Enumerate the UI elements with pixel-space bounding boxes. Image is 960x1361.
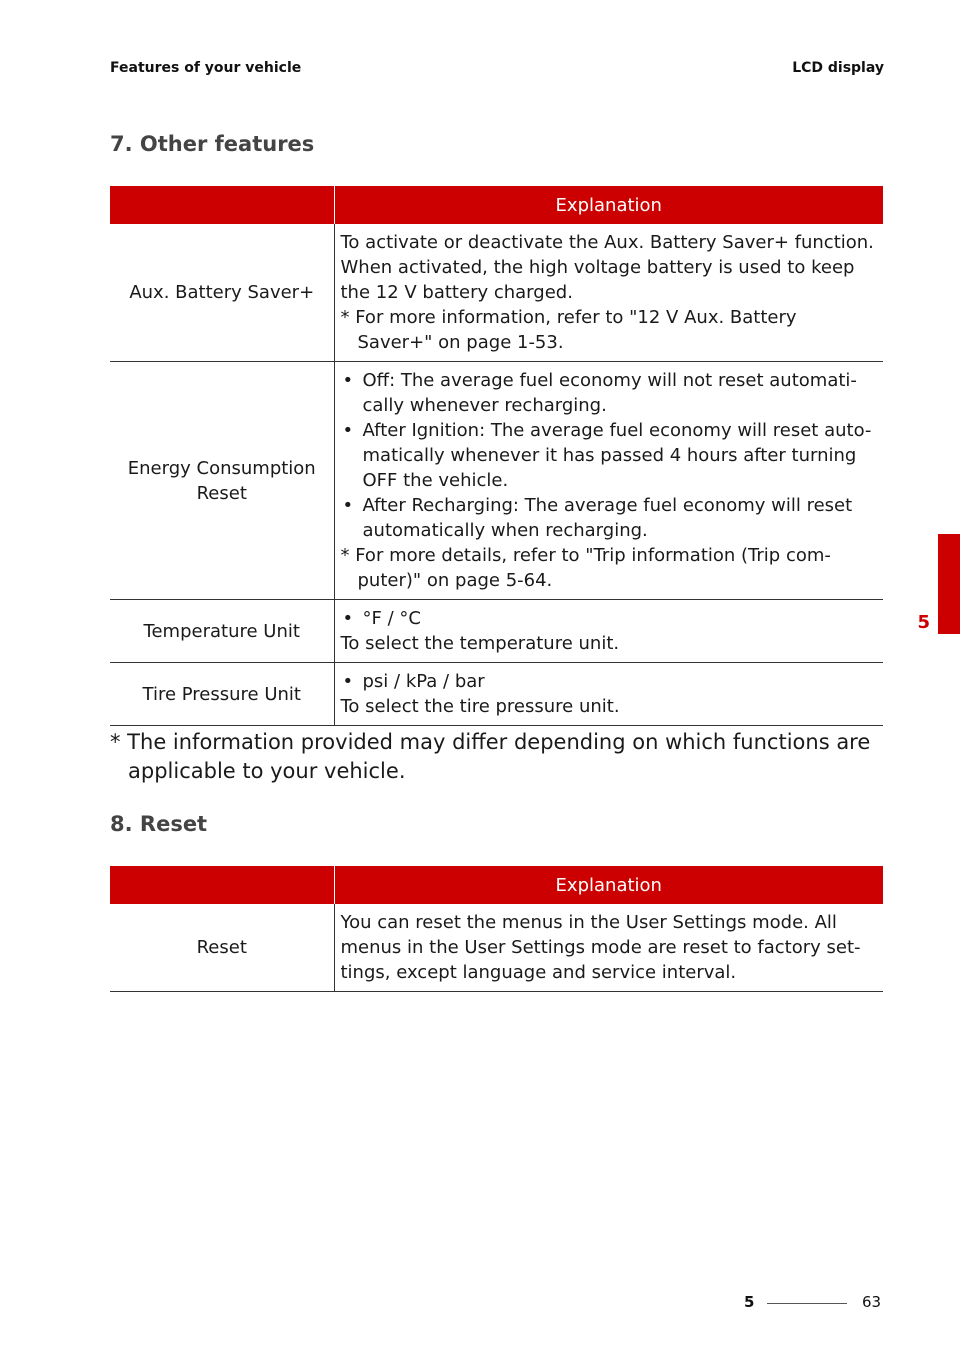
explanation-line: To select the tire pressure unit.: [340, 696, 620, 717]
row-name: Reset: [110, 904, 334, 992]
row-name: Temperature Unit: [110, 600, 334, 663]
explanation-line: When activated, the high voltage battery is used to keep the 12 V battery charged.: [340, 257, 855, 303]
bullet-item: • Off: The average fuel economy will not reset automati-cally whenever recharging.: [342, 370, 857, 416]
row-name: Tire Pressure Unit: [110, 663, 334, 726]
bullet-dot-icon: •: [342, 420, 354, 441]
row-name: Energy Consumption Reset: [110, 362, 334, 600]
chapter-side-tab-number: 5: [917, 612, 930, 633]
footer-page-number: 63: [862, 1293, 882, 1311]
row-explanation: [334, 224, 883, 362]
table-header-row: [110, 866, 883, 904]
section-heading-other-features: 7. Other features: [110, 132, 315, 156]
running-header: [110, 60, 884, 76]
section-heading-reset: 8. Reset: [110, 812, 208, 836]
row-explanation: You can reset the menus in the User Settings mode. All menus in the User Settings mode are reset to factory set-tings, except language and service interval.: [334, 904, 883, 992]
header-topic-title: LCD display: [792, 60, 884, 76]
reference-note: * For more details, refer to "Trip information (Trip com-puter)" on page 5-64.: [340, 545, 831, 591]
chapter-side-tab: [938, 534, 960, 634]
row-explanation: [334, 600, 883, 663]
bullet-item: • °F / °C: [342, 608, 421, 629]
row-name: Aux. Battery Saver+: [110, 224, 334, 362]
table-row: [110, 663, 883, 726]
reset-table: [110, 866, 883, 992]
table-header-blank: [110, 186, 334, 224]
bullet-dot-icon: •: [342, 370, 354, 391]
table-header-explanation: Explanation: [334, 186, 883, 224]
bullet-dot-icon: •: [342, 495, 354, 516]
table-row: [110, 600, 883, 663]
bullet-dot-icon: •: [342, 671, 354, 692]
applicability-note: * The information provided may differ depending on which functions are applicable to your vehicle.: [110, 730, 871, 783]
bullet-item: • psi / kPa / bar: [342, 671, 485, 692]
table-header-row: [110, 186, 883, 224]
table-row: [110, 362, 883, 600]
footer-divider: [767, 1303, 847, 1304]
table-row: [110, 224, 883, 362]
row-explanation: [334, 362, 883, 600]
reference-note: * For more information, refer to "12 V Aux. Battery Saver+" on page 1-53.: [340, 307, 797, 353]
footer-chapter-number: 5: [744, 1293, 755, 1311]
header-section-title: Features of your vehicle: [110, 60, 302, 76]
page-footer: [0, 1293, 960, 1317]
explanation-line: To select the temperature unit.: [340, 633, 620, 654]
bullet-dot-icon: •: [342, 608, 354, 629]
table-header-blank: [110, 866, 334, 904]
bullet-item: • After Ignition: The average fuel economy will reset auto-matically whenever it has passed 4 hours after turning OFF the vehicle.: [342, 420, 872, 491]
table-row: [110, 904, 883, 992]
explanation-line: To activate or deactivate the Aux. Battery Saver+ function.: [340, 232, 874, 253]
row-explanation: [334, 663, 883, 726]
table-header-explanation: Explanation: [334, 866, 883, 904]
other-features-table: [110, 186, 883, 726]
bullet-item: • After Recharging: The average fuel economy will reset automatically when recharging.: [342, 495, 853, 541]
